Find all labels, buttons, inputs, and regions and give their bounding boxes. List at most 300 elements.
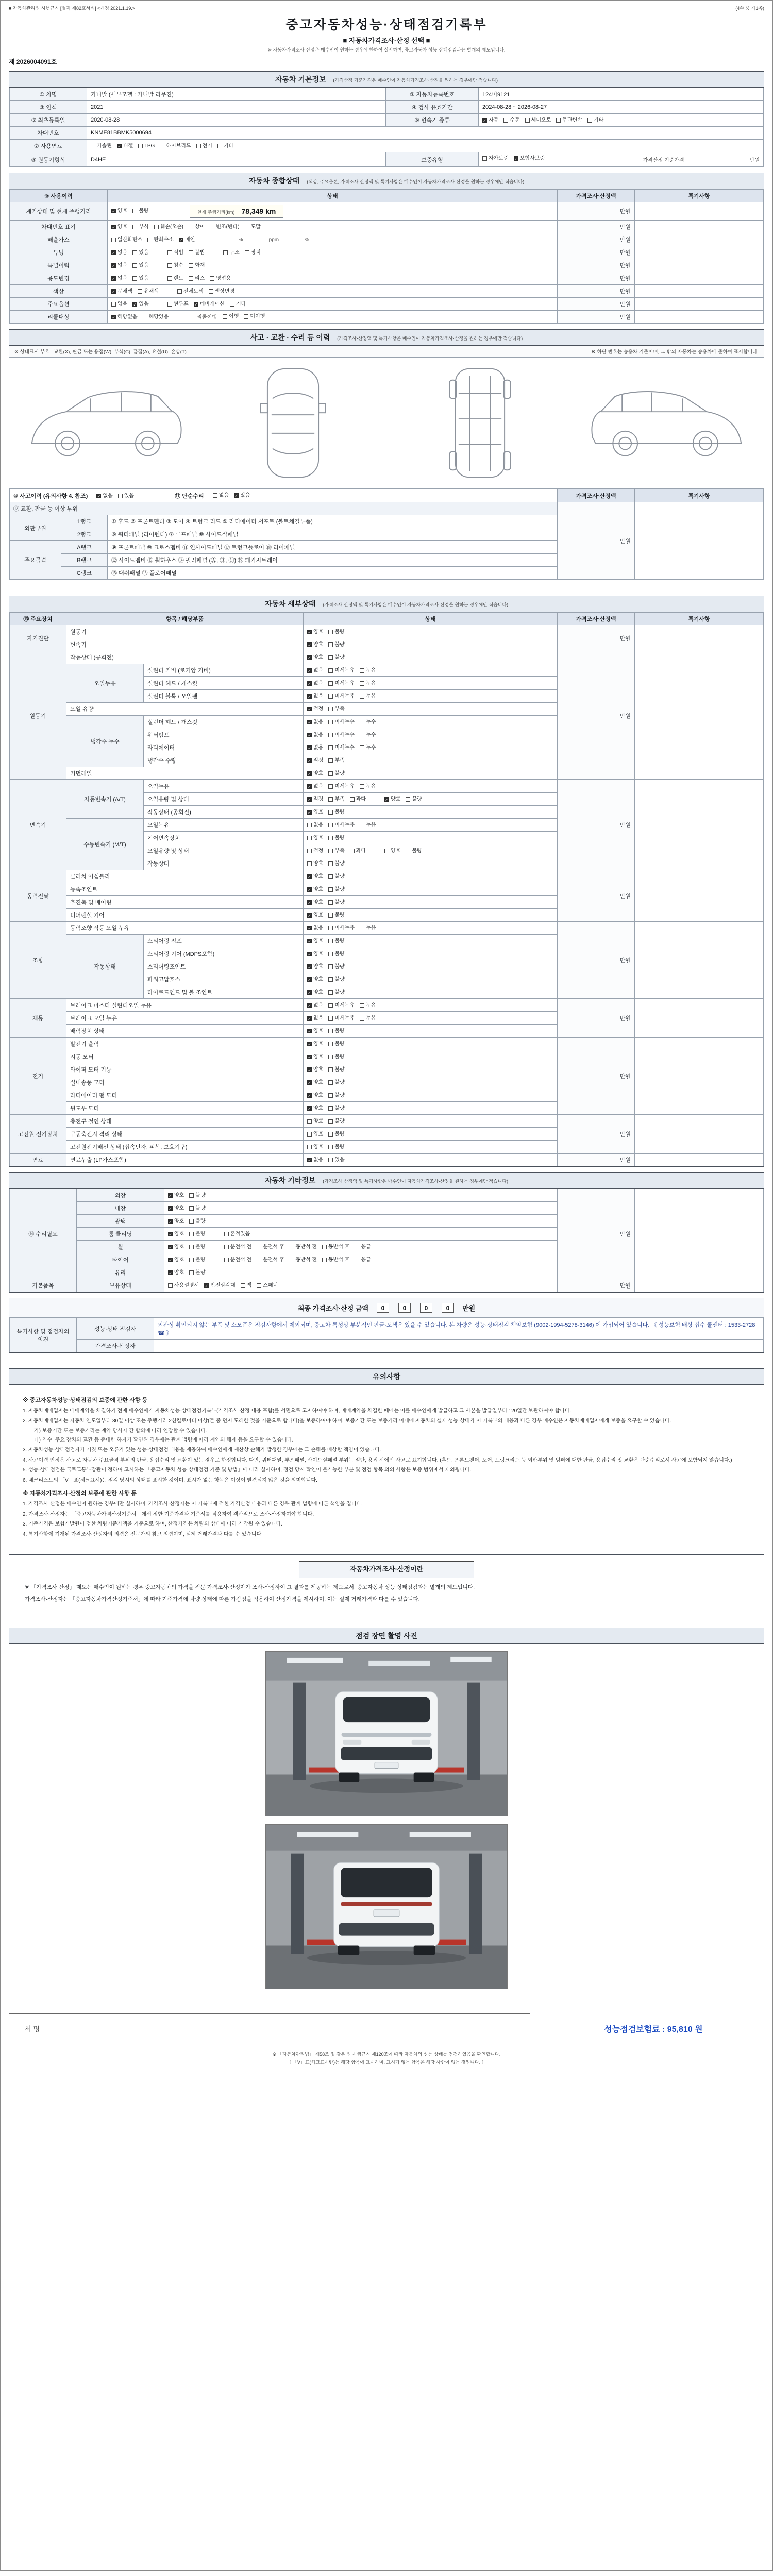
checkbox-option[interactable] (307, 899, 323, 906)
checkbox-option[interactable] (168, 1269, 184, 1277)
checkbox-icon[interactable] (118, 494, 123, 498)
checkbox-icon[interactable] (587, 118, 592, 123)
checkbox-icon[interactable] (257, 1245, 261, 1249)
checked-box-icon[interactable] (307, 655, 312, 660)
checkbox-option[interactable] (328, 924, 355, 932)
checkbox-icon[interactable] (138, 289, 142, 294)
checkbox-icon[interactable] (328, 1067, 333, 1072)
checkbox-option[interactable] (328, 1143, 344, 1151)
checkbox-icon[interactable] (189, 1245, 194, 1249)
checkbox-icon[interactable] (328, 874, 333, 879)
checkbox-icon[interactable] (307, 861, 312, 866)
checkbox-icon[interactable] (328, 913, 333, 918)
checkbox-option[interactable] (384, 847, 400, 855)
checkbox-icon[interactable] (328, 630, 333, 634)
checkbox-option[interactable] (328, 1002, 355, 1009)
checkbox-option[interactable] (360, 680, 376, 687)
checked-box-icon[interactable] (307, 758, 312, 763)
checkbox-option[interactable] (132, 207, 148, 215)
checkbox-icon[interactable] (328, 642, 333, 647)
checked-box-icon[interactable] (168, 1232, 173, 1236)
checkbox-icon[interactable] (160, 144, 164, 148)
checkbox-icon[interactable] (167, 302, 172, 307)
checkbox-option[interactable] (307, 667, 323, 674)
checkbox-option[interactable] (307, 1053, 323, 1061)
checked-box-icon[interactable] (307, 784, 312, 789)
checkbox-icon[interactable] (257, 1283, 261, 1288)
checkbox-option[interactable] (168, 1243, 184, 1251)
checkbox-icon[interactable] (147, 238, 152, 242)
checkbox-icon[interactable] (360, 668, 364, 673)
checkbox-option[interactable] (167, 300, 189, 308)
checkbox-icon[interactable] (328, 990, 333, 995)
checkbox-option[interactable] (168, 1256, 184, 1264)
checkbox-option[interactable] (223, 313, 239, 320)
checkbox-option[interactable] (328, 654, 344, 662)
checkbox-icon[interactable] (328, 797, 333, 802)
checkbox-icon[interactable] (360, 733, 364, 737)
checked-box-icon[interactable] (307, 874, 312, 879)
checkbox-option[interactable] (328, 705, 344, 713)
checkbox-option[interactable] (307, 834, 323, 842)
checkbox-option[interactable] (307, 757, 323, 765)
checked-box-icon[interactable] (307, 694, 312, 699)
checked-box-icon[interactable] (96, 494, 101, 498)
checkbox-option[interactable] (360, 1014, 376, 1022)
checkbox-icon[interactable] (328, 1093, 333, 1098)
checkbox-option[interactable] (241, 1282, 252, 1290)
checkbox-option[interactable] (322, 1256, 349, 1264)
checkbox-icon[interactable] (328, 681, 333, 686)
checked-box-icon[interactable] (482, 118, 487, 123)
checkbox-option[interactable] (406, 795, 422, 803)
checkbox-icon[interactable] (328, 926, 333, 930)
checkbox-icon[interactable] (189, 1193, 194, 1198)
checked-box-icon[interactable] (168, 1219, 173, 1224)
checkbox-option[interactable] (257, 1282, 278, 1290)
checked-box-icon[interactable] (111, 250, 116, 255)
checkbox-option[interactable] (168, 1217, 184, 1225)
checkbox-icon[interactable] (132, 209, 137, 213)
checkbox-icon[interactable] (290, 1258, 294, 1262)
checked-box-icon[interactable] (168, 1206, 173, 1211)
checkbox-option[interactable] (111, 313, 138, 321)
checkbox-icon[interactable] (328, 655, 333, 660)
checkbox-option[interactable] (328, 1156, 344, 1164)
checkbox-option[interactable] (355, 1243, 371, 1251)
checkbox-option[interactable] (328, 1027, 344, 1035)
checkbox-option[interactable] (111, 300, 127, 308)
checked-box-icon[interactable] (307, 990, 312, 995)
checkbox-option[interactable] (307, 705, 323, 713)
checked-box-icon[interactable] (307, 630, 312, 634)
checkbox-option[interactable] (328, 628, 344, 636)
checkbox-option[interactable] (328, 1092, 344, 1099)
checkbox-icon[interactable] (328, 836, 333, 840)
checkbox-icon[interactable] (189, 263, 193, 268)
checkbox-option[interactable] (204, 1282, 235, 1290)
checkbox-icon[interactable] (328, 1158, 333, 1162)
checkbox-icon[interactable] (189, 1270, 194, 1275)
checkbox-icon[interactable] (355, 1245, 359, 1249)
checkbox-option[interactable] (514, 155, 545, 162)
checkbox-option[interactable] (328, 718, 355, 726)
checked-box-icon[interactable] (307, 681, 312, 686)
checkbox-option[interactable] (328, 976, 344, 984)
checkbox-icon[interactable] (328, 1132, 333, 1137)
checkbox-icon[interactable] (290, 1245, 294, 1249)
checkbox-option[interactable] (168, 1230, 184, 1238)
checkbox-icon[interactable] (223, 250, 228, 255)
checkbox-icon[interactable] (328, 900, 333, 905)
checkbox-option[interactable] (168, 1192, 184, 1199)
checkbox-option[interactable] (307, 847, 323, 855)
checkbox-option[interactable] (307, 1066, 323, 1074)
checkbox-icon[interactable] (360, 823, 364, 827)
checkbox-option[interactable] (307, 976, 323, 984)
checkbox-option[interactable] (307, 924, 323, 932)
checkbox-icon[interactable] (91, 144, 95, 148)
checkbox-icon[interactable] (360, 694, 364, 699)
checkbox-icon[interactable] (360, 784, 364, 789)
checkbox-option[interactable] (328, 795, 344, 803)
checkbox-option[interactable] (223, 249, 239, 257)
checkbox-option[interactable] (168, 1282, 199, 1290)
checkbox-option[interactable] (328, 834, 344, 842)
checkbox-option[interactable] (257, 1256, 284, 1264)
checkbox-icon[interactable] (328, 1106, 333, 1111)
checkbox-icon[interactable] (307, 1132, 312, 1137)
checkbox-icon[interactable] (189, 1206, 194, 1211)
checkbox-option[interactable] (189, 1217, 205, 1225)
checkbox-icon[interactable] (245, 225, 249, 229)
checkbox-option[interactable] (210, 275, 231, 282)
checked-box-icon[interactable] (384, 797, 389, 802)
checkbox-icon[interactable] (525, 118, 530, 123)
checkbox-icon[interactable] (503, 118, 508, 123)
checkbox-option[interactable] (307, 860, 323, 868)
checkbox-option[interactable] (307, 950, 323, 958)
checkbox-icon[interactable] (360, 745, 364, 750)
checkbox-option[interactable] (189, 275, 205, 282)
checkbox-option[interactable] (132, 223, 148, 231)
checkbox-icon[interactable] (111, 302, 116, 307)
checkbox-icon[interactable] (328, 758, 333, 763)
checkbox-option[interactable] (111, 223, 127, 231)
checkbox-icon[interactable] (328, 964, 333, 969)
checkbox-icon[interactable] (210, 276, 214, 281)
checkbox-option[interactable] (307, 654, 323, 662)
checked-box-icon[interactable] (307, 707, 312, 711)
checkbox-icon[interactable] (350, 849, 355, 853)
checkbox-icon[interactable] (244, 314, 248, 319)
checkbox-icon[interactable] (328, 720, 333, 724)
checkbox-icon[interactable] (328, 939, 333, 943)
checkbox-icon[interactable] (257, 1258, 261, 1262)
checkbox-option[interactable] (189, 1205, 205, 1212)
checkbox-icon[interactable] (307, 836, 312, 840)
checkbox-option[interactable] (307, 795, 323, 803)
checkbox-option[interactable] (328, 692, 355, 700)
checkbox-icon[interactable] (209, 289, 213, 294)
checkbox-option[interactable] (147, 236, 174, 244)
checked-box-icon[interactable] (234, 493, 239, 498)
checked-box-icon[interactable] (307, 1106, 312, 1111)
checkbox-option[interactable] (307, 963, 323, 971)
checkbox-icon[interactable] (322, 1258, 327, 1262)
checkbox-icon[interactable] (328, 733, 333, 737)
checkbox-option[interactable] (111, 262, 127, 269)
checkbox-option[interactable] (350, 795, 366, 803)
checked-box-icon[interactable] (307, 668, 312, 673)
checkbox-option[interactable] (328, 899, 344, 906)
checkbox-icon[interactable] (213, 493, 217, 498)
checked-box-icon[interactable] (307, 1093, 312, 1098)
checkbox-icon[interactable] (328, 887, 333, 892)
checkbox-option[interactable] (244, 313, 265, 320)
checked-box-icon[interactable] (204, 1283, 209, 1288)
checked-box-icon[interactable] (307, 926, 312, 930)
checkbox-icon[interactable] (167, 276, 172, 281)
checkbox-icon[interactable] (154, 225, 159, 229)
checkbox-option[interactable] (328, 1079, 344, 1087)
checkbox-option[interactable] (230, 300, 246, 308)
checkbox-icon[interactable] (360, 681, 364, 686)
checkbox-option[interactable] (167, 249, 183, 257)
checkbox-icon[interactable] (360, 1016, 364, 1021)
checkbox-icon[interactable] (224, 1232, 229, 1236)
checkbox-option[interactable] (328, 1014, 355, 1022)
checkbox-option[interactable] (328, 1066, 344, 1074)
checkbox-icon[interactable] (328, 810, 333, 815)
checkbox-option[interactable] (224, 1243, 251, 1251)
checked-box-icon[interactable] (307, 642, 312, 647)
checkbox-icon[interactable] (224, 1245, 229, 1249)
checkbox-option[interactable] (307, 1143, 323, 1151)
checked-box-icon[interactable] (307, 771, 312, 776)
checkbox-option[interactable] (350, 847, 366, 855)
checked-box-icon[interactable] (307, 1067, 312, 1072)
checked-box-icon[interactable] (307, 900, 312, 905)
checkbox-icon[interactable] (230, 302, 234, 307)
checked-box-icon[interactable] (117, 144, 122, 148)
checkbox-icon[interactable] (328, 1055, 333, 1059)
checkbox-option[interactable] (189, 1192, 205, 1199)
checked-box-icon[interactable] (307, 1016, 312, 1021)
checkbox-option[interactable] (328, 1053, 344, 1061)
checked-box-icon[interactable] (111, 315, 116, 319)
checked-box-icon[interactable] (307, 964, 312, 969)
checkbox-option[interactable] (328, 783, 355, 790)
checkbox-option[interactable] (360, 667, 376, 674)
checkbox-option[interactable] (328, 873, 344, 880)
checkbox-icon[interactable] (328, 1145, 333, 1149)
checkbox-icon[interactable] (132, 263, 137, 268)
checkbox-option[interactable] (189, 249, 205, 257)
checkbox-icon[interactable] (132, 225, 137, 229)
checkbox-option[interactable] (290, 1256, 317, 1264)
checked-box-icon[interactable] (194, 302, 198, 307)
checkbox-option[interactable] (328, 963, 344, 971)
checked-box-icon[interactable] (168, 1193, 173, 1198)
checkbox-option[interactable] (482, 116, 498, 124)
checked-box-icon[interactable] (307, 939, 312, 943)
checkbox-icon[interactable] (355, 1258, 359, 1262)
checkbox-option[interactable] (189, 1269, 205, 1277)
checkbox-icon[interactable] (167, 250, 172, 255)
checkbox-option[interactable] (160, 142, 191, 150)
checkbox-option[interactable] (111, 207, 127, 215)
checked-box-icon[interactable] (307, 1003, 312, 1008)
checkbox-option[interactable] (307, 808, 323, 816)
checkbox-icon[interactable] (196, 144, 201, 148)
checkbox-option[interactable] (328, 731, 355, 739)
checkbox-icon[interactable] (189, 250, 193, 255)
checkbox-icon[interactable] (168, 1283, 173, 1288)
checkbox-icon[interactable] (138, 144, 143, 148)
checkbox-option[interactable] (189, 1230, 205, 1238)
checkbox-option[interactable] (307, 680, 323, 687)
checkbox-option[interactable] (307, 1079, 323, 1087)
checkbox-icon[interactable] (224, 1258, 229, 1262)
checkbox-icon[interactable] (307, 849, 312, 853)
checked-box-icon[interactable] (168, 1258, 173, 1262)
checkbox-option[interactable] (307, 886, 323, 893)
checked-box-icon[interactable] (307, 952, 312, 956)
checkbox-icon[interactable] (189, 225, 193, 229)
checkbox-icon[interactable] (328, 861, 333, 866)
checked-box-icon[interactable] (307, 1158, 312, 1162)
checkbox-icon[interactable] (328, 784, 333, 789)
checkbox-option[interactable] (209, 287, 235, 295)
checkbox-icon[interactable] (111, 238, 116, 242)
checkbox-option[interactable] (111, 236, 142, 244)
checkbox-option[interactable] (307, 1002, 323, 1009)
checkbox-option[interactable] (189, 1243, 205, 1251)
checkbox-option[interactable] (132, 249, 148, 257)
checkbox-option[interactable] (406, 847, 422, 855)
checkbox-option[interactable] (328, 1130, 344, 1138)
checkbox-option[interactable] (307, 1092, 323, 1099)
checkbox-option[interactable] (111, 249, 127, 257)
checkbox-option[interactable] (111, 287, 132, 295)
checkbox-option[interactable] (503, 116, 519, 124)
checkbox-option[interactable] (307, 821, 323, 829)
checkbox-option[interactable] (307, 770, 323, 777)
checkbox-icon[interactable] (406, 849, 410, 853)
checkbox-icon[interactable] (328, 1042, 333, 1046)
checkbox-icon[interactable] (350, 797, 355, 802)
checkbox-option[interactable] (328, 744, 355, 752)
checkbox-option[interactable] (179, 236, 195, 244)
checkbox-option[interactable] (328, 1117, 344, 1125)
checkbox-option[interactable] (328, 667, 355, 674)
checkbox-icon[interactable] (132, 276, 137, 281)
checkbox-icon[interactable] (307, 823, 312, 827)
checkbox-icon[interactable] (307, 1145, 312, 1149)
checkbox-option[interactable] (328, 989, 344, 996)
checkbox-icon[interactable] (223, 314, 227, 319)
checkbox-option[interactable] (167, 275, 183, 282)
checked-box-icon[interactable] (132, 302, 137, 307)
checkbox-icon[interactable] (328, 952, 333, 956)
checkbox-option[interactable] (328, 937, 344, 945)
checkbox-icon[interactable] (307, 1119, 312, 1124)
checkbox-option[interactable] (384, 795, 400, 803)
checkbox-option[interactable] (328, 808, 344, 816)
checkbox-option[interactable] (360, 924, 376, 932)
checkbox-option[interactable] (307, 1040, 323, 1048)
checkbox-icon[interactable] (328, 849, 333, 853)
checkbox-option[interactable] (213, 492, 229, 499)
checked-box-icon[interactable] (307, 797, 312, 802)
checkbox-icon[interactable] (360, 720, 364, 724)
checkbox-option[interactable] (132, 300, 148, 308)
checkbox-option[interactable] (132, 262, 148, 269)
checkbox-option[interactable] (307, 641, 323, 649)
checkbox-option[interactable] (307, 911, 323, 919)
checkbox-option[interactable] (290, 1243, 317, 1251)
checkbox-icon[interactable] (328, 707, 333, 711)
checkbox-option[interactable] (328, 847, 344, 855)
checkbox-option[interactable] (360, 744, 376, 752)
checkbox-option[interactable] (328, 950, 344, 958)
checkbox-option[interactable] (143, 313, 169, 321)
checkbox-option[interactable] (307, 1027, 323, 1035)
checked-box-icon[interactable] (307, 977, 312, 982)
checkbox-option[interactable] (307, 628, 323, 636)
checked-box-icon[interactable] (307, 745, 312, 750)
checked-box-icon[interactable] (168, 1245, 173, 1249)
checkbox-option[interactable] (257, 1243, 284, 1251)
checkbox-icon[interactable] (328, 977, 333, 982)
checkbox-icon[interactable] (217, 144, 222, 148)
checked-box-icon[interactable] (168, 1270, 173, 1275)
checked-box-icon[interactable] (307, 1055, 312, 1059)
checked-box-icon[interactable] (307, 1029, 312, 1033)
checkbox-option[interactable] (355, 1256, 371, 1264)
checkbox-option[interactable] (328, 860, 344, 868)
checkbox-option[interactable] (482, 155, 509, 162)
checked-box-icon[interactable] (307, 887, 312, 892)
checkbox-option[interactable] (217, 142, 233, 150)
checkbox-icon[interactable] (328, 1029, 333, 1033)
checkbox-icon[interactable] (328, 823, 333, 827)
checkbox-option[interactable] (194, 300, 225, 308)
checked-box-icon[interactable] (307, 1080, 312, 1085)
checkbox-option[interactable] (167, 262, 183, 269)
checkbox-icon[interactable] (167, 263, 172, 268)
checkbox-icon[interactable] (143, 315, 147, 319)
checkbox-option[interactable] (138, 142, 155, 150)
checkbox-option[interactable] (224, 1256, 251, 1264)
checkbox-icon[interactable] (322, 1245, 327, 1249)
checkbox-icon[interactable] (328, 1119, 333, 1124)
checked-box-icon[interactable] (111, 225, 116, 229)
checkbox-icon[interactable] (406, 797, 410, 802)
checkbox-option[interactable] (245, 223, 261, 231)
checkbox-option[interactable] (111, 275, 127, 282)
checkbox-option[interactable] (307, 1117, 323, 1125)
checkbox-option[interactable] (177, 287, 204, 295)
checkbox-option[interactable] (328, 1105, 344, 1112)
checked-box-icon[interactable] (111, 289, 116, 294)
checkbox-option[interactable] (360, 1002, 376, 1009)
checkbox-option[interactable] (189, 223, 205, 231)
checked-box-icon[interactable] (111, 263, 116, 268)
checkbox-option[interactable] (307, 1014, 323, 1022)
checkbox-option[interactable] (322, 1243, 349, 1251)
